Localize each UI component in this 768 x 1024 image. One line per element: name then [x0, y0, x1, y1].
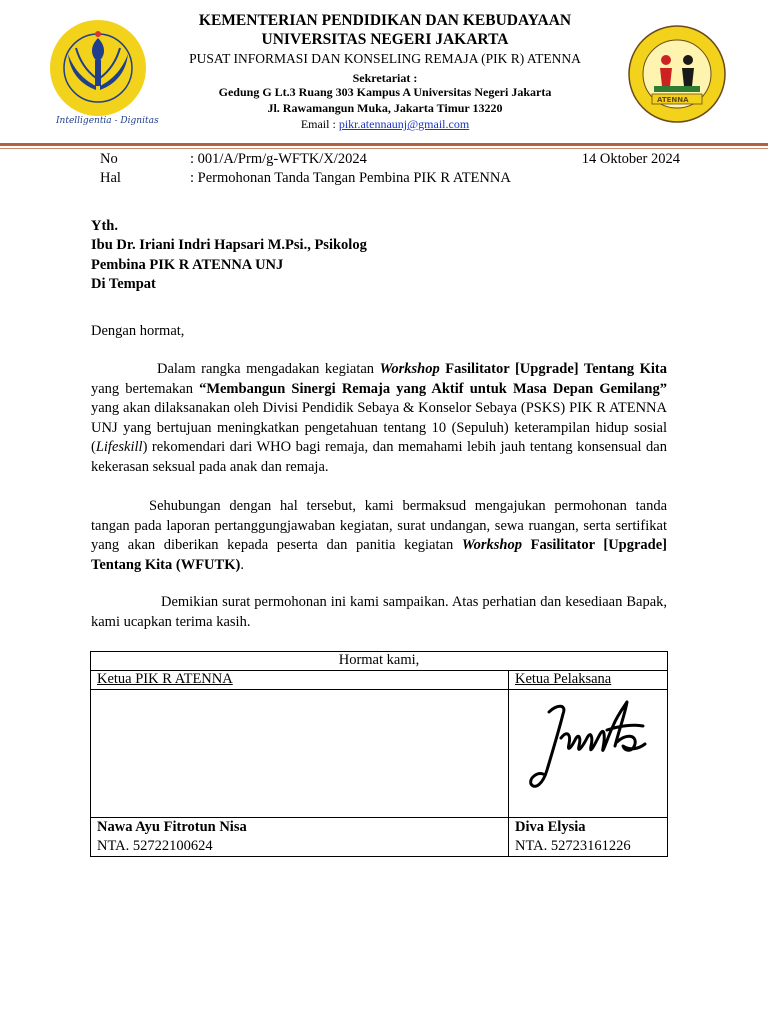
logo-motto: Intelligentia - Dignitas — [56, 116, 159, 126]
atenna-logo — [624, 24, 730, 124]
signature-table — [90, 651, 668, 857]
number-value: : 001/A/Prm/g-WFTK/X/2024 — [190, 151, 367, 167]
email-line — [150, 118, 620, 132]
addressee-position: Pembina PIK R ATENNA UNJ — [91, 257, 284, 273]
p2-workshop: Workshop — [461, 537, 522, 553]
right-name: Diva Elysia — [515, 819, 586, 835]
right-signature-cell — [509, 690, 668, 818]
addressee-name: Ibu Dr. Iriani Indri Hapsari M.Psi., Psikolog — [91, 237, 367, 253]
subject-label: Hal — [100, 170, 121, 186]
right-signatory-cell — [509, 818, 668, 857]
letterhead-rule-thin — [0, 148, 768, 149]
subject-value: : Permohonan Tanda Tangan Pembina PIK R ATENNA — [190, 170, 511, 186]
addressee-salutation: Yth. — [91, 218, 118, 234]
logo-name: ATENNA — [657, 96, 689, 104]
p1-lifeskill: Lifeskill — [95, 439, 143, 455]
p1-text: ) rekomendari dari WHO bagi remaja, dan memahami lebih jauh tentang konsensual dan kekerasan seksual pada anak dan remaja. — [91, 439, 667, 475]
ministry-title: KEMENTERIAN PENDIDIKAN DAN KEBUDAYAAN — [198, 12, 572, 29]
email-label: Email : — [300, 117, 339, 131]
handwritten-signature — [509, 690, 667, 812]
closing-text: Hormat kami, — [338, 652, 420, 668]
address-line-2: Jl. Rawamangun Muka, Jakarta Timur 13220 — [267, 101, 503, 115]
letterhead-rule — [0, 143, 768, 146]
email-link[interactable]: pikr.atennaunj@gmail.com — [338, 117, 470, 131]
number-label: No — [100, 151, 118, 167]
right-nta: NTA. 52723161226 — [515, 838, 631, 854]
p2-text: . — [240, 556, 244, 573]
left-signatory-cell — [91, 818, 509, 857]
paragraph-3: Demikian surat permohonan ini kami sampaikan. Atas perhatian dan kesediaan Bapak, kami ucapkan terima kasih. — [91, 594, 667, 630]
right-role-cell — [509, 671, 668, 690]
left-role: Ketua PIK R ATENNA — [97, 671, 233, 687]
left-signature-space — [91, 690, 509, 818]
right-role: Ketua Pelaksana — [515, 671, 612, 687]
p1-text: Dalam rangka mengadakan kegiatan — [157, 361, 380, 377]
paragraph-2 — [91, 497, 667, 575]
closing-cell — [91, 652, 668, 671]
left-role-cell — [91, 671, 509, 690]
p1-text: yang akan dilaksanakan oleh Divisi Pendidik Sebaya & Konselor Sebaya (PSKS) PIK R ATENNA UNJ yang bertujuan meningkatkan pengetahuan tentang 10 (Sepuluh) keterampilan hidup sosial ( — [91, 400, 667, 455]
address-line-1: Gedung G Lt.3 Ruang 303 Kampus A Universitas Negeri Jakarta — [218, 85, 552, 99]
p2-event-name: Fasilitator [Upgrade] Tentang Kita (WFUTK) — [91, 537, 667, 573]
left-nta: NTA. 52722100624 — [97, 838, 213, 854]
p1-workshop: Workshop — [379, 361, 440, 377]
left-name: Nawa Ayu Fitrotun Nisa — [97, 819, 247, 835]
paragraph-1 — [91, 360, 667, 477]
p2-text: Sehubungan dengan hal tersebut, kami bermaksud mengajukan permohonan tanda tangan pada laporan pertanggungjawaban kegiatan, surat undangan, sewa ruangan, serta sertifikat yang akan diberikan kepada peserta dan panitia kegiatan — [91, 498, 667, 553]
letter-date: 14 Oktober 2024 — [581, 151, 680, 167]
addressee-place: Di Tempat — [91, 276, 156, 292]
secretariat-label: Sekretariat : — [352, 71, 418, 85]
p1-text: yang bertemakan — [91, 380, 200, 397]
university-title: UNIVERSITAS NEGERI JAKARTA — [261, 31, 509, 48]
university-logo — [46, 18, 159, 130]
center-title: PUSAT INFORMASI DAN KONSELING REMAJA (PIK R) ATENNA — [189, 51, 581, 66]
p1-event-name: Fasilitator [Upgrade] Tentang Kita — [439, 361, 667, 377]
p1-theme: “Membangun Sinergi Remaja yang Aktif untuk Masa Depan Gemilang” — [199, 380, 667, 397]
greeting: Dengan hormat, — [91, 323, 185, 339]
